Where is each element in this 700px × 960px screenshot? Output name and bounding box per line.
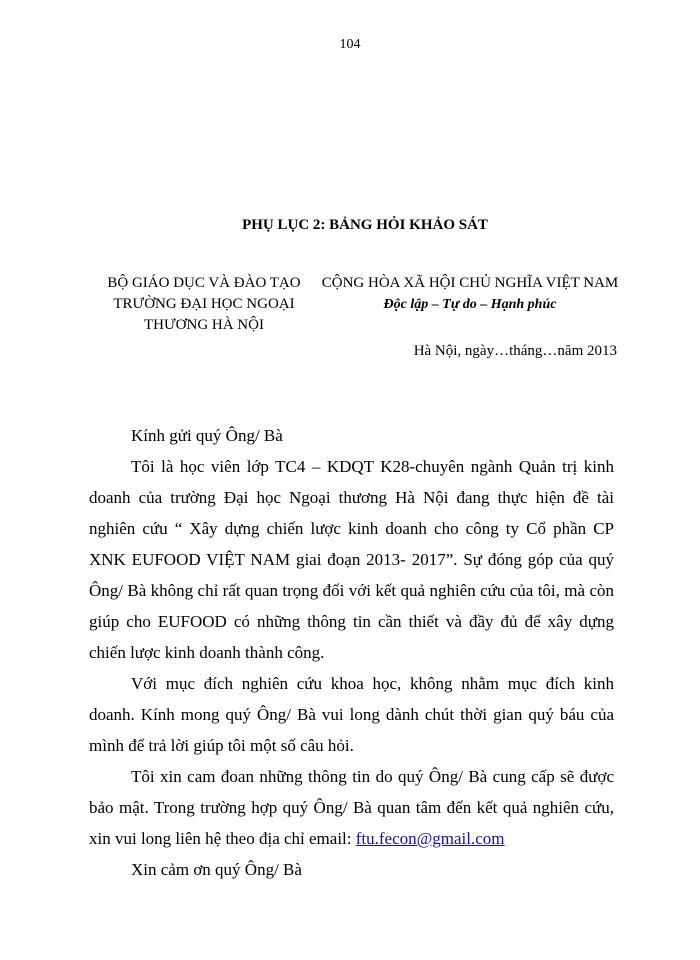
paragraph-intro: Tôi là học viên lớp TC4 – KDQT K28-chuyên ngành Quản trị kinh doanh của trường Đại học Ngoại thương Hà Nội đang thực hiện đề tài nghiên cứu “ Xây dựng chiến lược kinh doanh cho công ty Cổ phần CP XNK EUFOOD VIỆT NAM giai đoạn 2013- 2017”. Sự đóng góp của quý Ông/ Bà không chỉ rất quan trọng đối với kết quả nghiên cứu của tôi, mà còn giúp cho EUFOOD có những thông tin cần thiết và đầy đủ để xây dựng chiến lược kinh doanh thành công. xyxy=(89,457,614,662)
national-title: CỘNG HÒA XÃ HỘI CHỦ NGHĨA VIỆT NAM xyxy=(321,275,619,291)
ministry-header xyxy=(104,273,304,336)
date-line: Hà Nội, ngày…tháng…năm 2013 xyxy=(413,343,617,359)
national-motto: Độc lập – Tự do – Hạnh phúc xyxy=(383,297,557,312)
paragraph-confidentiality-text: Tôi xin cam đoan những thông tin do quý Ông/ Bà cung cấp sẽ được bảo mật. Trong trường hợp quý Ông/ Bà quan tâm đến kết quả nghiên cứu, xin vui long liên hệ theo địa chỉ email: xyxy=(89,767,614,848)
paragraph-confidentiality xyxy=(89,761,614,854)
university-name-line1: TRƯỜNG ĐẠI HỌC NGOẠI xyxy=(113,296,295,312)
email-link[interactable]: ftu.fecon@gmail.com xyxy=(355,829,505,848)
greeting: Kính gửi quý Ông/ Bà xyxy=(131,426,283,445)
appendix-title: PHỤ LỤC 2: BẢNG HỎI KHẢO SÁT xyxy=(242,217,488,233)
page-number: 104 xyxy=(339,37,361,52)
national-header xyxy=(320,273,620,315)
paragraph-purpose: Với mục đích nghiên cứu khoa học, không nhằm mục đích kinh doanh. Kính mong quý Ông/ Bà vui long dành chút thời gian quý báu của mình để trả lời giúp tôi một số câu hỏi. xyxy=(89,674,614,755)
closing: Xin cảm ơn quý Ông/ Bà xyxy=(131,860,302,879)
letter-body xyxy=(89,420,614,885)
ministry-name: BỘ GIÁO DỤC VÀ ĐÀO TẠO xyxy=(107,275,301,291)
university-name-line2: THƯƠNG HÀ NỘI xyxy=(144,317,264,333)
